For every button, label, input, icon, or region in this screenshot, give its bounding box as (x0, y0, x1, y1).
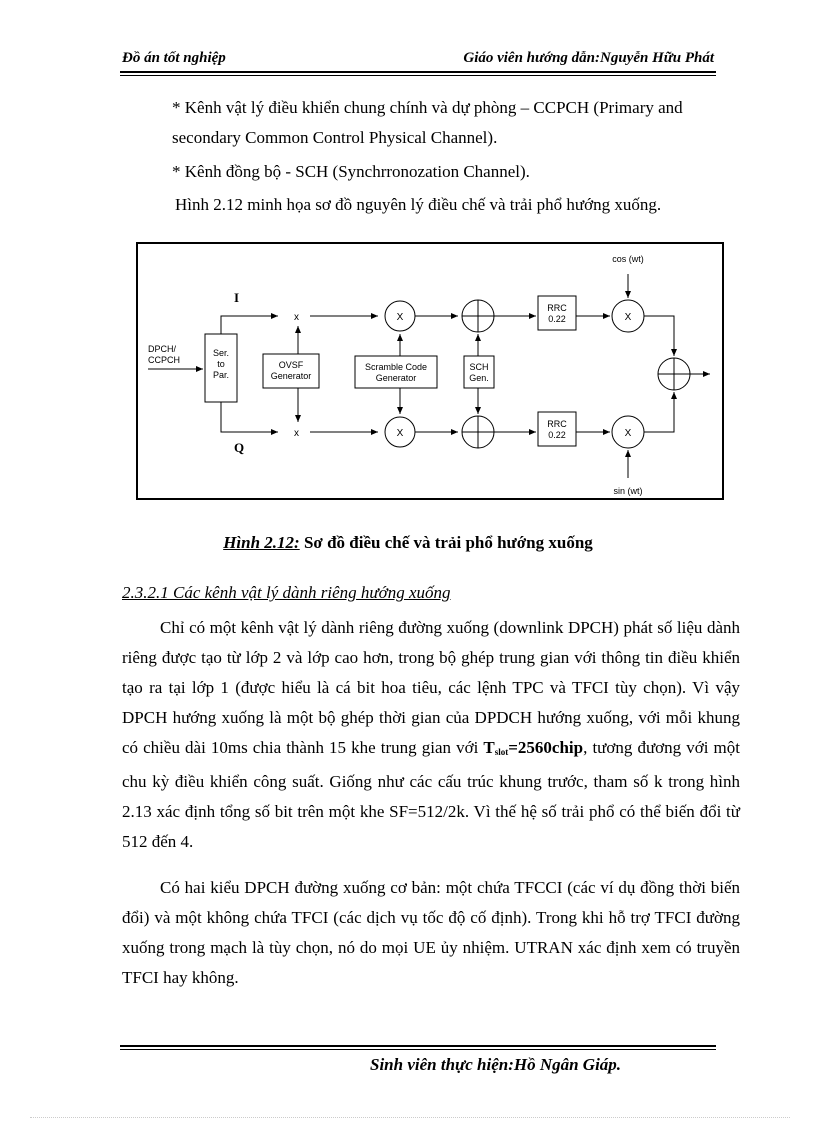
label-i: I (234, 290, 240, 305)
header-rule-thin (120, 75, 716, 76)
x-circle-sin: X (624, 428, 632, 439)
rrc-q-2: 0.22 (548, 430, 566, 440)
bullet-ccpch: * Kênh vật lý điều khiển chung chính và dự phòng – CCPCH (Primary and secondary Common Control Physical Channel). (172, 98, 683, 147)
label-ccpch: CCPCH (148, 355, 181, 365)
rrc-i-1: RRC (547, 303, 567, 313)
caption-label: Hình 2.12: (223, 533, 300, 552)
figure-intro: Hình 2.12 minh họa sơ đồ nguyên lý điều chế và trải phổ hướng xuống. (175, 195, 662, 214)
page-footer: Sinh viên thực hiện:Hồ Ngân Giáp. (370, 1055, 622, 1074)
footer-rule (120, 1045, 716, 1047)
tslot-t: T (483, 738, 495, 757)
header-rule (120, 71, 716, 73)
tslot-sub: slot (494, 747, 509, 757)
ovsf-2: Generator (270, 371, 312, 381)
label-cos: cos (wt) (612, 254, 644, 264)
ser-par-1: Ser. (212, 348, 230, 358)
section-heading: 2.3.2.1 Các kênh vật lý dành riêng hướng xuống (122, 583, 451, 602)
label-sin: sin (wt) (613, 486, 643, 496)
sch-1: SCH (469, 362, 489, 372)
scramble-1: Scramble Code (364, 362, 428, 372)
modulation-diagram (136, 242, 724, 500)
tslot-term (483, 738, 583, 757)
page-edge (30, 1117, 790, 1118)
header-left: Đồ án tốt nghiệp (122, 50, 226, 66)
rrc-q-1: RRC (547, 419, 567, 429)
scramble-2: Generator (375, 373, 417, 383)
caption-text: Sơ đồ điều chế và trải phổ hướng xuống (299, 533, 593, 552)
x-circle-q: X (396, 428, 404, 439)
footer-rule-thin (120, 1049, 716, 1050)
header-right: Giáo viên hướng dẫn:Nguyễn Hữu Phát (463, 50, 714, 66)
sch-2: Gen. (469, 373, 489, 383)
paragraph-dpch (122, 613, 740, 857)
paragraph-dpch-after: , tương đương với một chu kỳ điều khiển công suất. Giống như các cấu trúc khung trước, tham số k trong hình 2.13 xác định tổng số bit trên một khe SF=512/2k. Vì thế hệ số trải phổ có thể biến đổi từ 512 đến 4. (122, 738, 740, 851)
label-dpch: DPCH/ (148, 344, 177, 354)
paragraph-tfci: Có hai kiểu DPCH đường xuống cơ bản: một chứa TFCCI (các ví dụ đồng thời biến đổi) và một không chứa TFCI (các dịch vụ tốc độ cố định). Trong khi hỗ trợ TFCI đường xuống trong mạch là tùy chọn, nó do mọi UE ủy nhiệm. UTRAN xác định xem có truyền TFCI hay không. (122, 878, 740, 987)
bullet-sch: * Kênh đồng bộ - SCH (Synchrronozation Channel). (172, 162, 530, 181)
tslot-value: =2560chip (508, 738, 584, 757)
x-circle-i: X (396, 312, 404, 323)
label-q: Q (234, 440, 245, 455)
ser-par-2: to (217, 359, 225, 369)
figure-caption (0, 533, 816, 553)
paragraph-dpch-before: Chỉ có một kênh vật lý dành riêng đường xuống (downlink DPCH) phát số liệu dành riêng được tạo từ lớp 2 và lớp cao hơn, trong bộ ghép trung gian với thông tin điều khiển tạo ra tại lớp 1 (được hiểu là cá bit hoa tiêu, các lệnh TPC và TFCI tùy chọn). Vì vậy DPCH hướng xuống là một bộ ghép thời gian của DPDCH hướng xuống, với mỗi khung có chiều dài 10ms chia thành 15 khe trung gian với (122, 618, 740, 757)
page-header (120, 50, 716, 70)
ovsf-1: OVSF (278, 360, 304, 370)
rrc-i-2: 0.22 (548, 314, 566, 324)
mult-q: x (294, 428, 299, 439)
mult-i: x (294, 312, 299, 323)
x-circle-cos: X (624, 312, 632, 323)
ser-par-3: Par. (212, 370, 230, 380)
